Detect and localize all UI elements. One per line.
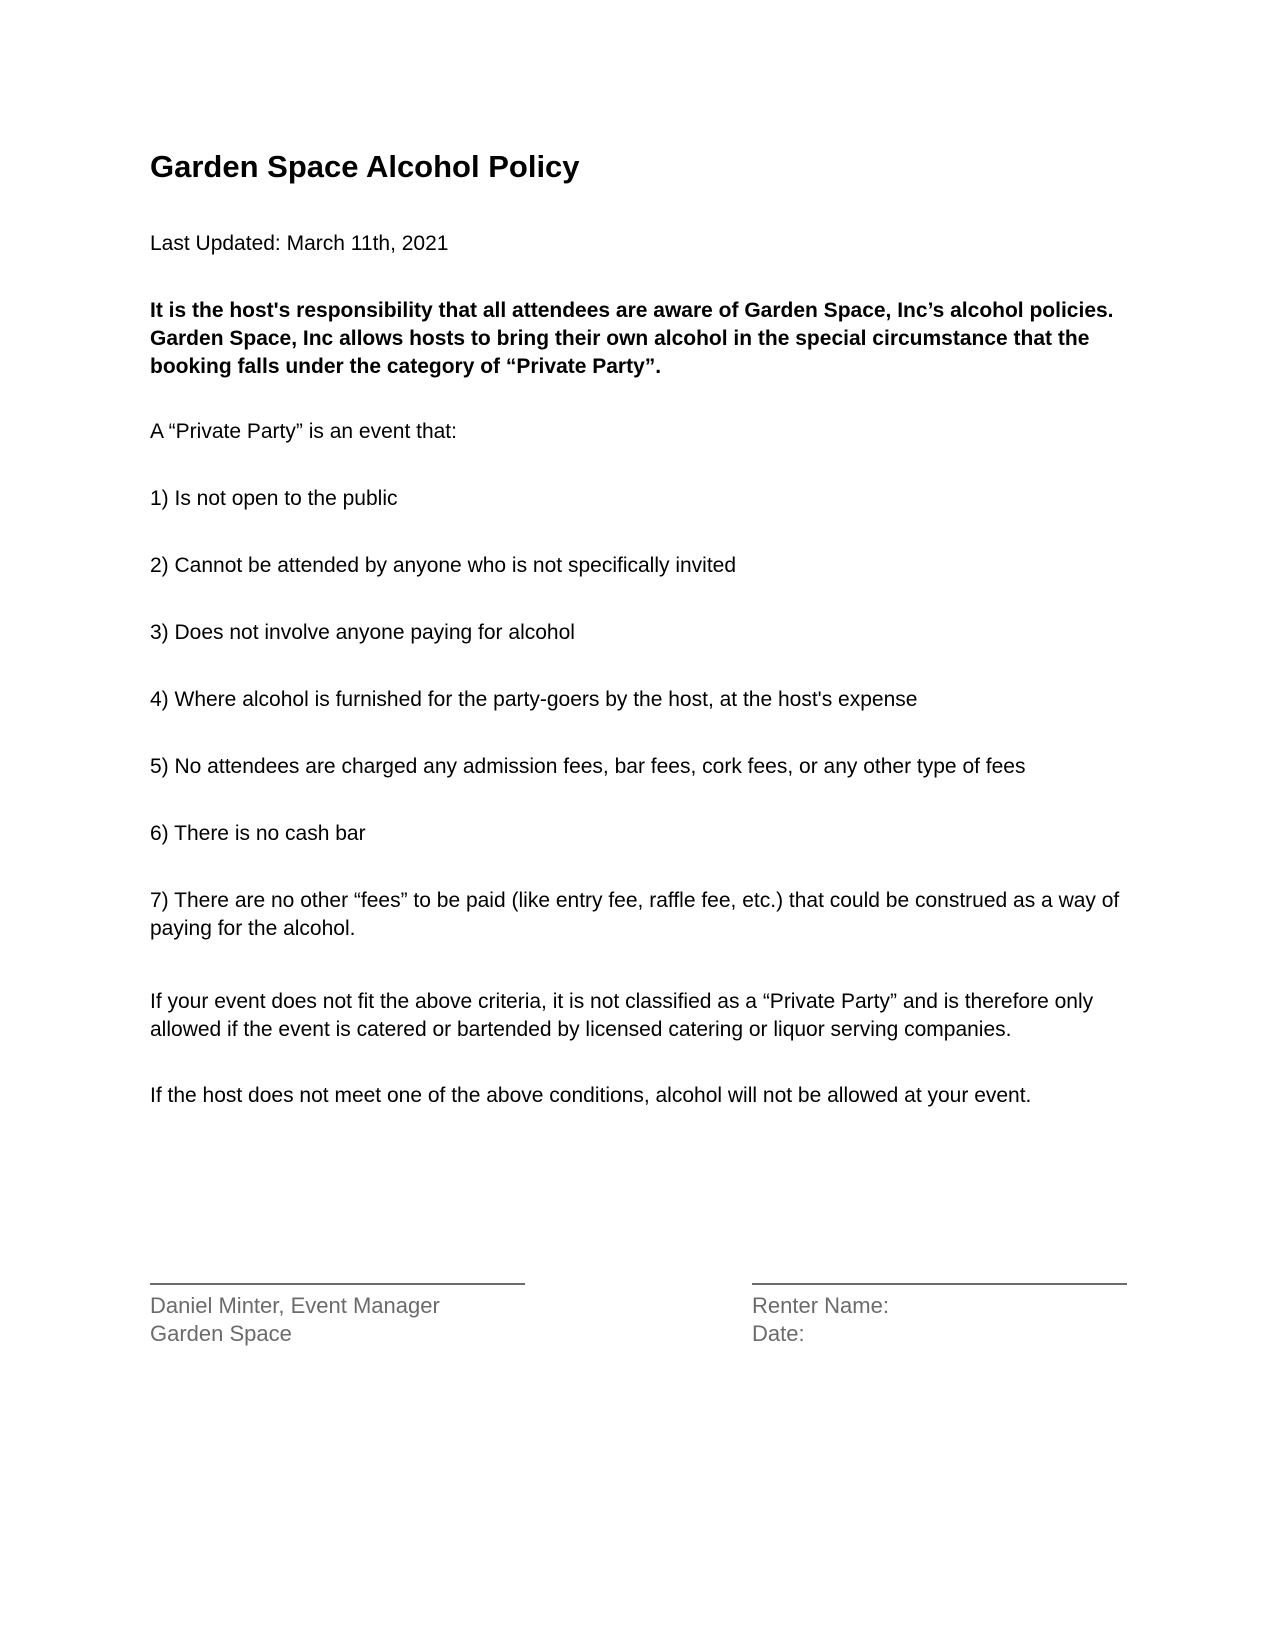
renter-signature-block bbox=[752, 1283, 1127, 1348]
intro-paragraph: It is the host's responsibility that all attendees are aware of Garden Space, Inc’s alcohol policies. Garden Space, Inc allows hosts to bring their own alcohol in the special circumstance that the booking falls under the category of “Private Party”. bbox=[150, 299, 1114, 378]
manager-name-title: Daniel Minter, Event Manager bbox=[150, 1293, 440, 1318]
manager-organization: Garden Space bbox=[150, 1321, 292, 1346]
date-label: Date: bbox=[752, 1321, 805, 1346]
criteria-item: 5) No attendees are charged any admission fees, bar fees, cork fees, or any other type of fees bbox=[150, 755, 1026, 778]
criteria-item: 2) Cannot be attended by anyone who is not specifically invited bbox=[150, 554, 737, 577]
last-updated-date: Last Updated: March 11th, 2021 bbox=[150, 232, 449, 255]
criteria-item: 6) There is no cash bar bbox=[150, 822, 366, 845]
renter-name-label: Renter Name: bbox=[752, 1293, 889, 1318]
criteria-item: 3) Does not involve anyone paying for alcohol bbox=[150, 621, 575, 644]
criteria-item: 7) There are no other “fees” to be paid (like entry fee, raffle fee, etc.) that could be construed as a way of paying for the alcohol. bbox=[150, 889, 1120, 940]
not-private-party-paragraph: If your event does not fit the above criteria, it is not classified as a “Private Party” and is therefore only allowed if the event is catered or bartended by licensed catering or liquor serving companies. bbox=[150, 990, 1094, 1041]
private-party-definition-lead: A “Private Party” is an event that: bbox=[150, 420, 457, 443]
criteria-item: 4) Where alcohol is furnished for the party-goers by the host, at the host's expense bbox=[150, 688, 918, 711]
document-title: Garden Space Alcohol Policy bbox=[150, 149, 580, 184]
criteria-item: 1) Is not open to the public bbox=[150, 487, 398, 510]
signature-line bbox=[150, 1283, 525, 1285]
manager-signature-block bbox=[150, 1283, 525, 1348]
private-party-criteria-list bbox=[150, 485, 1130, 982]
signature-line bbox=[752, 1283, 1127, 1285]
alcohol-not-allowed-paragraph: If the host does not meet one of the above conditions, alcohol will not be allowed at your event. bbox=[150, 1084, 1032, 1107]
